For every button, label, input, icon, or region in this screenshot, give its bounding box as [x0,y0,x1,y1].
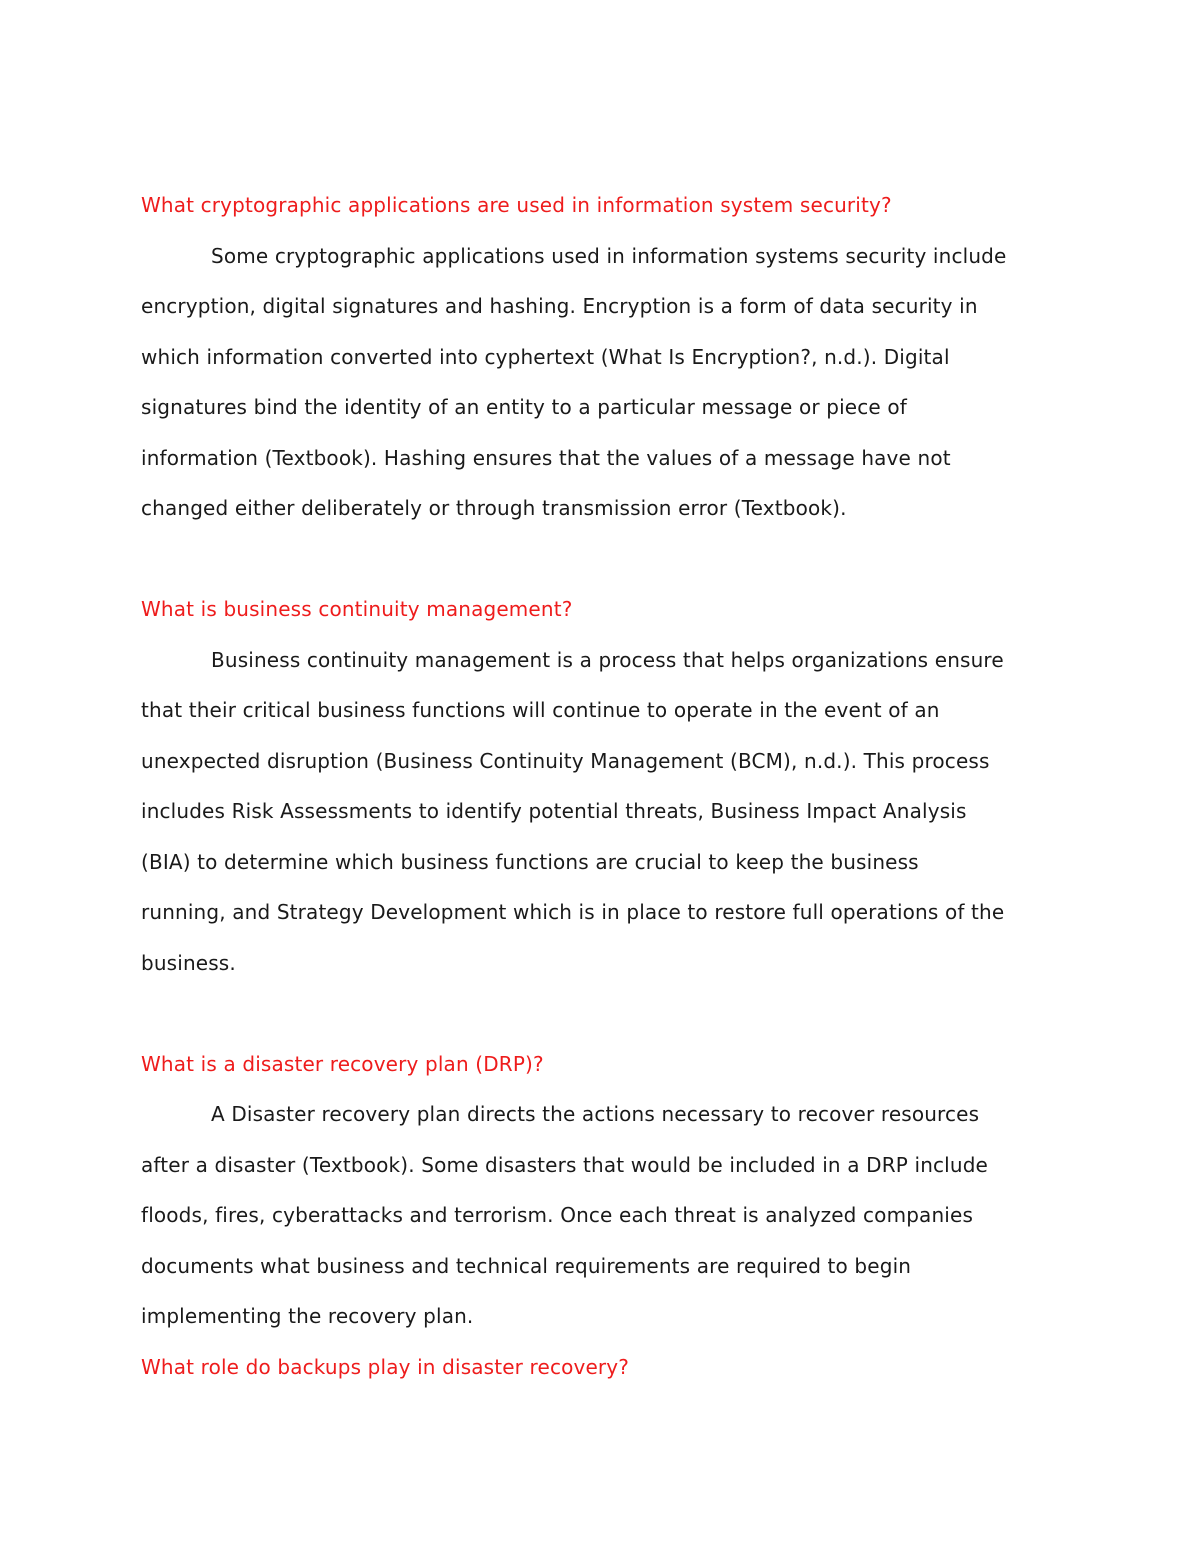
answer-paragraph [141,231,1071,534]
answer-paragraph [141,635,1071,989]
answer-line: includes Risk Assessments to identify potential threats, Business Impact Analysis [141,799,967,823]
paragraph-spacer [141,534,1071,585]
answer-line: after a disaster (Textbook). Some disasters that would be included in a DRP include [141,1152,989,1177]
answer-line: encryption, digital signatures and hashing. Encryption is a form of data security in [141,294,978,318]
question-heading: What role do backups play in disaster recovery? [141,1354,630,1379]
answer-line: that their critical business functions will continue to operate in the event of an [141,698,940,722]
document-body [141,180,1071,1392]
question-heading: What cryptographic applications are used in information system security? [141,193,892,217]
answer-line: signatures bind the identity of an entity to a particular message or piece of [141,395,907,419]
answer-line: unexpected disruption (Business Continuity Management (BCM), n.d.). This process [141,748,990,773]
answer-line: floods, fires, cyberattacks and terrorism. Once each threat is analyzed companies [141,1203,974,1227]
answer-line: documents what business and technical requirements are required to begin [141,1253,912,1278]
answer-line: Business continuity management is a process that helps organizations ensure [211,647,1004,672]
answer-line: running, and Strategy Development which is in place to restore full operations of the [141,900,1005,924]
question-heading: What is a disaster recovery plan (DRP)? [141,1051,544,1076]
paragraph-spacer [141,988,1071,1039]
answer-line: (BIA) to determine which business functions are crucial to keep the business [141,849,919,874]
answer-line: implementing the recovery plan. [141,1304,474,1328]
answer-line: which information converted into cyphertext (What Is Encryption?, n.d.). Digital [141,344,950,369]
answer-line: business. [141,950,236,975]
question-heading: What is business continuity management? [141,597,573,621]
answer-line: A Disaster recovery plan directs the actions necessary to recover resources [211,1102,980,1126]
answer-line: Some cryptographic applications used in information systems security include [211,243,1007,268]
answer-line: information (Textbook). Hashing ensures that the values of a message have not [141,445,951,470]
answer-line: changed either deliberately or through transmission error (Textbook). [141,496,847,520]
answer-paragraph [141,1089,1071,1342]
